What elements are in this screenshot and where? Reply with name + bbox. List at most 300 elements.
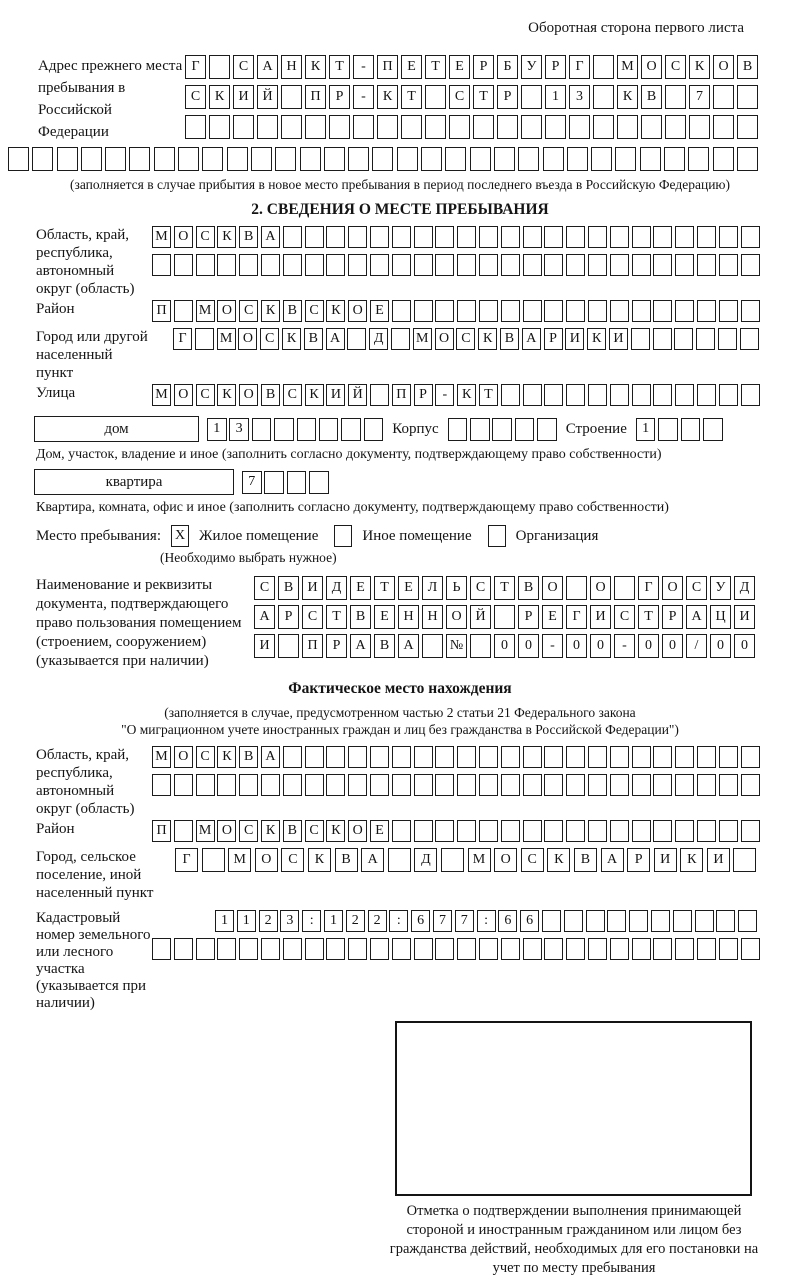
char-box[interactable] [196,938,215,960]
char-box[interactable] [274,418,294,441]
char-box[interactable] [152,774,171,796]
char-box[interactable] [457,226,476,248]
char-box[interactable] [544,938,563,960]
char-box[interactable] [741,774,760,796]
char-box[interactable]: В [500,328,519,350]
char-box[interactable] [523,746,542,768]
char-box[interactable]: С [283,384,302,406]
char-box[interactable] [615,147,636,171]
char-box[interactable] [697,820,716,842]
char-box[interactable] [348,226,367,248]
char-box[interactable]: К [547,848,570,872]
char-box[interactable]: П [302,634,323,658]
char-box[interactable] [233,115,254,139]
char-box[interactable] [593,85,614,109]
char-box[interactable]: Т [473,85,494,109]
char-box[interactable]: П [377,55,398,79]
char-box[interactable]: В [278,576,299,600]
char-box[interactable] [457,254,476,276]
char-box[interactable]: А [522,328,541,350]
char-box[interactable] [695,910,714,932]
char-box[interactable] [741,746,760,768]
char-box[interactable]: 7 [455,910,474,932]
char-box[interactable]: К [587,328,606,350]
char-box[interactable] [281,85,302,109]
char-box[interactable] [185,115,206,139]
char-box[interactable] [470,634,491,658]
char-box[interactable] [501,938,520,960]
char-box[interactable] [154,147,175,171]
char-box[interactable] [632,746,651,768]
char-box[interactable] [372,147,393,171]
char-box[interactable] [566,576,587,600]
char-box[interactable]: А [601,848,624,872]
char-box[interactable] [567,147,588,171]
char-box[interactable] [641,115,662,139]
char-box[interactable]: 6 [520,910,539,932]
char-box[interactable] [523,226,542,248]
char-box[interactable]: 3 [280,910,299,932]
char-box[interactable] [425,115,446,139]
char-box[interactable] [370,226,389,248]
char-box[interactable] [370,938,389,960]
char-box[interactable]: О [435,328,454,350]
char-box[interactable] [492,418,512,441]
char-box[interactable] [719,384,738,406]
char-box[interactable]: М [468,848,491,872]
char-box[interactable] [653,328,672,350]
char-box[interactable] [653,300,672,322]
char-box[interactable]: 0 [710,634,731,658]
char-box[interactable]: - [614,634,635,658]
char-box[interactable] [414,746,433,768]
char-box[interactable] [675,774,694,796]
char-box[interactable] [566,746,585,768]
char-box[interactable] [457,774,476,796]
char-box[interactable] [283,774,302,796]
char-box[interactable]: М [228,848,251,872]
char-box[interactable]: О [238,328,257,350]
char-box[interactable]: Ь [446,576,467,600]
char-box[interactable] [57,147,78,171]
char-box[interactable] [689,115,710,139]
char-box[interactable]: В [283,300,302,322]
char-box[interactable] [741,300,760,322]
char-box[interactable]: 2 [368,910,387,932]
char-box[interactable]: П [305,85,326,109]
char-box[interactable] [688,147,709,171]
char-box[interactable]: П [152,820,171,842]
char-box[interactable]: Е [374,605,395,629]
char-box[interactable] [713,115,734,139]
char-box[interactable] [737,85,758,109]
char-box[interactable] [675,226,694,248]
char-box[interactable] [588,254,607,276]
char-box[interactable] [501,226,520,248]
char-box[interactable] [713,147,734,171]
char-box[interactable] [523,384,542,406]
char-box[interactable]: Р [326,634,347,658]
char-box[interactable] [364,418,384,441]
char-box[interactable]: 1 [545,85,566,109]
char-box[interactable]: В [239,746,258,768]
char-box[interactable] [640,147,661,171]
char-box[interactable]: Г [175,848,198,872]
char-box[interactable] [658,418,678,441]
char-box[interactable]: Н [281,55,302,79]
char-box[interactable] [665,85,686,109]
char-box[interactable] [632,938,651,960]
char-box[interactable] [521,115,542,139]
char-box[interactable] [283,746,302,768]
char-box[interactable]: Н [422,605,443,629]
char-box[interactable]: И [707,848,730,872]
char-box[interactable] [348,774,367,796]
char-box[interactable]: О [217,820,236,842]
char-box[interactable] [422,634,443,658]
checkbox-inoe[interactable] [334,525,352,547]
char-box[interactable] [566,226,585,248]
char-box[interactable]: О [174,226,193,248]
char-box[interactable] [588,384,607,406]
char-box[interactable] [631,328,650,350]
char-box[interactable] [564,910,583,932]
char-box[interactable]: 1 [324,910,343,932]
char-box[interactable] [479,254,498,276]
char-box[interactable] [653,774,672,796]
char-box[interactable] [543,147,564,171]
char-box[interactable] [588,774,607,796]
char-box[interactable] [174,254,193,276]
char-box[interactable] [665,115,686,139]
char-box[interactable] [370,774,389,796]
char-box[interactable] [209,115,230,139]
char-box[interactable]: В [641,85,662,109]
char-box[interactable]: К [209,85,230,109]
kvartira-type-box[interactable] [34,469,234,495]
char-box[interactable]: Е [350,576,371,600]
char-box[interactable]: А [686,605,707,629]
char-box[interactable] [457,300,476,322]
char-box[interactable] [741,938,760,960]
char-box[interactable] [588,300,607,322]
char-box[interactable] [521,85,542,109]
char-box[interactable] [457,938,476,960]
char-box[interactable] [414,820,433,842]
char-box[interactable] [414,300,433,322]
char-box[interactable] [703,418,723,441]
char-box[interactable] [370,746,389,768]
char-box[interactable]: С [614,605,635,629]
char-box[interactable] [281,115,302,139]
char-box[interactable] [435,300,454,322]
char-box[interactable]: П [392,384,411,406]
char-box[interactable]: - [435,384,454,406]
char-box[interactable] [397,147,418,171]
char-box[interactable] [196,254,215,276]
char-box[interactable] [523,254,542,276]
char-box[interactable] [353,115,374,139]
char-box[interactable] [591,147,612,171]
char-box[interactable]: 7 [689,85,710,109]
char-box[interactable] [370,254,389,276]
char-box[interactable]: А [254,605,275,629]
char-box[interactable]: И [233,85,254,109]
char-box[interactable]: К [457,384,476,406]
char-box[interactable]: О [174,384,193,406]
char-box[interactable] [473,115,494,139]
char-box[interactable] [261,938,280,960]
char-box[interactable] [479,820,498,842]
char-box[interactable]: О [174,746,193,768]
char-box[interactable]: С [470,576,491,600]
char-box[interactable]: С [254,576,275,600]
char-box[interactable]: С [196,226,215,248]
checkbox-organizatsiya[interactable] [488,525,506,547]
char-box[interactable] [741,254,760,276]
char-box[interactable]: К [261,300,280,322]
char-box[interactable]: У [710,576,731,600]
char-box[interactable]: Т [494,576,515,600]
char-box[interactable] [326,746,345,768]
char-box[interactable]: О [713,55,734,79]
char-box[interactable]: Т [425,55,446,79]
char-box[interactable]: К [282,328,301,350]
char-box[interactable]: П [152,300,171,322]
char-box[interactable]: В [304,328,323,350]
char-box[interactable] [593,55,614,79]
char-box[interactable]: 2 [259,910,278,932]
char-box[interactable]: В [239,226,258,248]
char-box[interactable] [719,938,738,960]
char-box[interactable] [370,384,389,406]
char-box[interactable]: 0 [566,634,587,658]
char-box[interactable] [569,115,590,139]
char-box[interactable]: К [217,746,236,768]
char-box[interactable]: Е [449,55,470,79]
char-box[interactable] [632,774,651,796]
char-box[interactable]: 3 [229,418,249,441]
char-box[interactable] [448,418,468,441]
char-box[interactable]: И [254,634,275,658]
char-box[interactable] [195,328,214,350]
char-box[interactable]: Р [473,55,494,79]
char-box[interactable] [457,820,476,842]
char-box[interactable] [523,774,542,796]
char-box[interactable] [518,147,539,171]
char-box[interactable] [501,384,520,406]
char-box[interactable] [632,226,651,248]
char-box[interactable] [129,147,150,171]
char-box[interactable] [610,226,629,248]
char-box[interactable]: В [335,848,358,872]
char-box[interactable] [653,746,672,768]
char-box[interactable] [675,746,694,768]
char-box[interactable]: С [305,820,324,842]
char-box[interactable]: К [305,55,326,79]
char-box[interactable] [653,820,672,842]
char-box[interactable] [414,774,433,796]
char-box[interactable]: М [217,328,236,350]
char-box[interactable] [674,328,693,350]
char-box[interactable] [537,418,557,441]
char-box[interactable] [425,85,446,109]
char-box[interactable] [501,774,520,796]
char-box[interactable] [610,300,629,322]
char-box[interactable] [421,147,442,171]
char-box[interactable]: К [217,226,236,248]
char-box[interactable] [392,300,411,322]
char-box[interactable]: М [152,746,171,768]
char-box[interactable]: О [641,55,662,79]
char-box[interactable] [697,300,716,322]
char-box[interactable] [566,938,585,960]
char-box[interactable] [740,328,759,350]
char-box[interactable] [566,254,585,276]
char-box[interactable]: С [686,576,707,600]
char-box[interactable]: М [196,820,215,842]
char-box[interactable] [738,910,757,932]
char-box[interactable] [252,418,272,441]
char-box[interactable] [392,254,411,276]
char-box[interactable] [675,300,694,322]
char-box[interactable] [435,226,454,248]
char-box[interactable] [651,910,670,932]
char-box[interactable] [251,147,272,171]
char-box[interactable]: В [261,384,280,406]
char-box[interactable]: Е [370,300,389,322]
char-box[interactable] [174,820,193,842]
char-box[interactable]: К [617,85,638,109]
char-box[interactable]: И [302,576,323,600]
char-box[interactable] [388,848,411,872]
char-box[interactable] [217,254,236,276]
char-box[interactable]: Д [369,328,388,350]
char-box[interactable] [737,115,758,139]
char-box[interactable] [202,848,225,872]
char-box[interactable]: Т [638,605,659,629]
char-box[interactable]: И [590,605,611,629]
char-box[interactable]: К [680,848,703,872]
char-box[interactable]: К [689,55,710,79]
char-box[interactable]: № [446,634,467,658]
char-box[interactable] [305,254,324,276]
char-box[interactable]: О [239,384,258,406]
char-box[interactable] [523,820,542,842]
char-box[interactable] [544,300,563,322]
char-box[interactable]: А [326,328,345,350]
char-box[interactable] [610,820,629,842]
char-box[interactable]: А [261,226,280,248]
char-box[interactable] [287,471,307,494]
char-box[interactable] [566,774,585,796]
char-box[interactable]: И [609,328,628,350]
char-box[interactable]: К [308,848,331,872]
char-box[interactable]: В [574,848,597,872]
char-box[interactable] [494,605,515,629]
char-box[interactable]: 7 [242,471,262,494]
char-box[interactable]: И [565,328,584,350]
dom-type-box[interactable] [34,416,199,442]
char-box[interactable] [588,746,607,768]
char-box[interactable]: Г [569,55,590,79]
char-box[interactable] [719,774,738,796]
char-box[interactable] [305,938,324,960]
char-box[interactable] [305,226,324,248]
char-box[interactable] [217,938,236,960]
char-box[interactable] [392,774,411,796]
char-box[interactable]: : [302,910,321,932]
char-box[interactable]: 1 [636,418,656,441]
char-box[interactable] [653,384,672,406]
char-box[interactable]: - [542,634,563,658]
char-box[interactable] [588,226,607,248]
char-box[interactable]: К [326,300,345,322]
checkbox-zhiloe[interactable]: X [171,525,189,547]
char-box[interactable] [414,226,433,248]
char-box[interactable] [610,774,629,796]
char-box[interactable] [347,328,366,350]
char-box[interactable] [326,774,345,796]
char-box[interactable]: В [283,820,302,842]
char-box[interactable] [414,254,433,276]
char-box[interactable]: В [374,634,395,658]
char-box[interactable] [178,147,199,171]
char-box[interactable]: Е [398,576,419,600]
char-box[interactable]: 0 [638,634,659,658]
char-box[interactable] [174,774,193,796]
char-box[interactable]: Н [398,605,419,629]
char-box[interactable] [696,328,715,350]
char-box[interactable] [741,820,760,842]
char-box[interactable]: О [348,820,367,842]
char-box[interactable] [8,147,29,171]
char-box[interactable] [673,910,692,932]
char-box[interactable] [348,938,367,960]
char-box[interactable] [479,938,498,960]
char-box[interactable] [305,115,326,139]
char-box[interactable]: В [350,605,371,629]
char-box[interactable]: В [737,55,758,79]
char-box[interactable] [202,147,223,171]
char-box[interactable] [664,147,685,171]
char-box[interactable] [81,147,102,171]
char-box[interactable]: 0 [662,634,683,658]
char-box[interactable] [32,147,53,171]
char-box[interactable] [401,115,422,139]
char-box[interactable]: М [152,384,171,406]
char-box[interactable] [257,115,278,139]
char-box[interactable]: Г [638,576,659,600]
char-box[interactable] [445,147,466,171]
char-box[interactable] [305,746,324,768]
char-box[interactable] [566,300,585,322]
char-box[interactable] [479,774,498,796]
char-box[interactable] [719,820,738,842]
char-box[interactable]: 0 [518,634,539,658]
char-box[interactable]: Т [374,576,395,600]
char-box[interactable]: С [185,85,206,109]
char-box[interactable] [632,820,651,842]
char-box[interactable] [544,384,563,406]
char-box[interactable] [435,774,454,796]
char-box[interactable]: А [361,848,384,872]
char-box[interactable] [297,418,317,441]
char-box[interactable] [610,746,629,768]
char-box[interactable] [610,254,629,276]
char-box[interactable]: С [196,384,215,406]
char-box[interactable] [261,774,280,796]
